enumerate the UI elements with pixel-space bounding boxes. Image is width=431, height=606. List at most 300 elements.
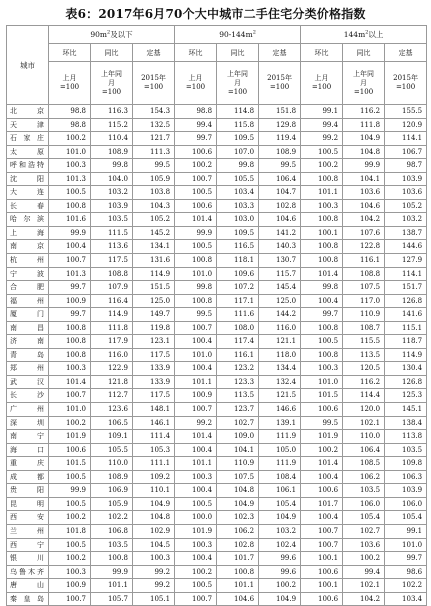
index-value: 104.6: [343, 199, 385, 213]
index-value: 105.5: [217, 172, 259, 186]
index-value: 99.7: [301, 308, 343, 322]
index-value: 107.5: [343, 281, 385, 295]
index-value: 109.6: [217, 267, 259, 281]
index-value: 100.6: [301, 484, 343, 498]
subheader-mom: 环比: [49, 44, 91, 62]
index-value: 100.5: [49, 497, 91, 511]
index-value: 100.3: [49, 362, 91, 376]
index-value: 116.1: [217, 348, 259, 362]
index-value: 117.5: [133, 348, 175, 362]
city-name: 南京: [7, 240, 49, 254]
index-value: 108.9: [259, 145, 301, 159]
index-value: 155.5: [385, 105, 427, 119]
table-row: [7, 348, 427, 362]
index-value: 108.8: [343, 267, 385, 281]
index-value: 116.0: [91, 348, 133, 362]
index-value: 100.1: [301, 552, 343, 566]
index-value: 120.9: [385, 118, 427, 132]
table-row: [7, 524, 427, 538]
index-value: 100.2: [49, 416, 91, 430]
index-value: 111.5: [91, 226, 133, 240]
index-value: 107.9: [91, 281, 133, 295]
index-value: 100.1: [301, 226, 343, 240]
index-value: 100.7: [301, 538, 343, 552]
index-value: 100.8: [301, 321, 343, 335]
index-value: 105.9: [133, 172, 175, 186]
index-value: 121.8: [91, 375, 133, 389]
index-value: 151.7: [385, 281, 427, 295]
index-value: 101.9: [301, 430, 343, 444]
base-prev-month: 上月 =100: [175, 62, 217, 105]
table-row: [7, 254, 427, 268]
index-value: 99.8: [91, 159, 133, 173]
index-value: 100.4: [301, 294, 343, 308]
index-value: 100.1: [301, 579, 343, 593]
index-value: 99.4: [175, 118, 217, 132]
index-value: 103.0: [217, 213, 259, 227]
index-value: 106.4: [259, 172, 301, 186]
index-value: 145.1: [385, 403, 427, 417]
index-value: 123.7: [217, 403, 259, 417]
table-row: [7, 457, 427, 471]
index-value: 133.9: [133, 375, 175, 389]
index-value: 110.1: [133, 484, 175, 498]
index-value: 100.3: [133, 552, 175, 566]
index-value: 144.6: [385, 240, 427, 254]
index-value: 100.5: [49, 186, 91, 200]
index-value: 133.9: [133, 362, 175, 376]
index-value: 98.6: [385, 565, 427, 579]
index-value: 119.8: [133, 321, 175, 335]
index-value: 98.7: [385, 159, 427, 173]
index-value: 107.5: [217, 470, 259, 484]
table-row: [7, 416, 427, 430]
subheader-yoy: 同比: [343, 44, 385, 62]
index-value: 111.6: [217, 308, 259, 322]
index-value: 132.4: [259, 375, 301, 389]
index-value: 149.7: [133, 308, 175, 322]
index-value: 100.4: [175, 335, 217, 349]
index-value: 102.8: [259, 199, 301, 213]
city-name: 西宁: [7, 538, 49, 552]
index-value: 106.0: [343, 497, 385, 511]
index-value: 121.5: [259, 389, 301, 403]
index-value: 148.1: [133, 403, 175, 417]
city-name: 长春: [7, 199, 49, 213]
index-value: 100.8: [49, 348, 91, 362]
base-2015: 2015年 =100: [385, 62, 427, 105]
index-value: 106.8: [91, 524, 133, 538]
index-value: 103.3: [217, 199, 259, 213]
index-value: 104.8: [133, 511, 175, 525]
index-value: 105.0: [259, 443, 301, 457]
index-value: 100.5: [49, 470, 91, 484]
index-value: 115.2: [91, 118, 133, 132]
index-value: 113.5: [343, 348, 385, 362]
index-value: 107.0: [217, 145, 259, 159]
index-value: 115.5: [343, 335, 385, 349]
index-value: 106.7: [385, 145, 427, 159]
index-value: 100.7: [301, 524, 343, 538]
base-prev-year: 上年同 月 =100: [91, 62, 133, 105]
index-value: 121.7: [133, 132, 175, 146]
table-row: [7, 159, 427, 173]
index-value: 126.8: [385, 294, 427, 308]
index-value: 100.4: [175, 552, 217, 566]
index-value: 109.0: [217, 430, 259, 444]
index-value: 100.2: [259, 579, 301, 593]
index-value: 101.0: [49, 403, 91, 417]
index-value: 122.8: [343, 240, 385, 254]
index-value: 103.5: [385, 443, 427, 457]
index-value: 110.9: [343, 308, 385, 322]
index-value: 100.8: [91, 552, 133, 566]
base-2015: 2015年 =100: [259, 62, 301, 105]
index-value: 107.2: [217, 281, 259, 295]
index-value: 118.1: [217, 254, 259, 268]
index-value: 101.0: [385, 538, 427, 552]
city-name: 贵阳: [7, 484, 49, 498]
index-value: 101.1: [91, 579, 133, 593]
index-value: 104.6: [259, 213, 301, 227]
index-value: 141.6: [385, 308, 427, 322]
index-value: 104.8: [217, 484, 259, 498]
index-value: 116.3: [91, 105, 133, 119]
index-value: 101.4: [175, 213, 217, 227]
index-value: 99.2: [175, 416, 217, 430]
index-value: 100.7: [49, 592, 91, 606]
index-value: 106.9: [91, 484, 133, 498]
index-value: 105.2: [133, 213, 175, 227]
index-value: 125.3: [385, 389, 427, 403]
index-value: 104.6: [217, 592, 259, 606]
table-row: [7, 321, 427, 335]
index-value: 101.4: [301, 457, 343, 471]
table-row: [7, 430, 427, 444]
index-value: 100.8: [175, 254, 217, 268]
index-value: 113.6: [91, 240, 133, 254]
index-value: 130.4: [385, 362, 427, 376]
table-row: [7, 592, 427, 606]
index-value: 104.9: [133, 497, 175, 511]
index-value: 116.2: [343, 105, 385, 119]
table-row: [7, 552, 427, 566]
city-name: 杭州: [7, 254, 49, 268]
index-value: 104.7: [259, 186, 301, 200]
index-value: 99.8: [175, 281, 217, 295]
city-name: 石家庄: [7, 132, 49, 146]
index-value: 100.4: [301, 470, 343, 484]
index-value: 117.4: [217, 335, 259, 349]
table-row: [7, 132, 427, 146]
index-value: 103.4: [385, 592, 427, 606]
index-value: 114.9: [385, 348, 427, 362]
index-value: 103.8: [133, 186, 175, 200]
index-value: 111.3: [133, 145, 175, 159]
index-value: 117.1: [217, 294, 259, 308]
index-value: 114.8: [217, 105, 259, 119]
index-value: 145.4: [259, 281, 301, 295]
index-value: 100.5: [175, 579, 217, 593]
index-value: 100.5: [49, 538, 91, 552]
table-row: [7, 579, 427, 593]
index-value: 102.7: [217, 416, 259, 430]
table-row: [7, 335, 427, 349]
index-value: 111.9: [259, 457, 301, 471]
index-value: 101.6: [49, 213, 91, 227]
index-value: 101.5: [49, 457, 91, 471]
index-value: 101.5: [301, 389, 343, 403]
index-value: 110.9: [217, 457, 259, 471]
index-value: 106.0: [385, 497, 427, 511]
index-value: 109.1: [91, 430, 133, 444]
index-value: 101.0: [175, 267, 217, 281]
table-row: [7, 186, 427, 200]
city-name: 秦皇岛: [7, 592, 49, 606]
index-value: 145.2: [133, 226, 175, 240]
subheader-base: 定基: [385, 44, 427, 62]
base-header-row: [7, 62, 427, 105]
index-value: 123.6: [91, 403, 133, 417]
index-value: 99.7: [385, 552, 427, 566]
index-value: 114.1: [385, 267, 427, 281]
index-value: 110.0: [343, 430, 385, 444]
table-row: [7, 565, 427, 579]
table-row: [7, 497, 427, 511]
index-value: 144.2: [259, 308, 301, 322]
city-name: 深圳: [7, 416, 49, 430]
table-row: [7, 172, 427, 186]
index-value: 101.1: [175, 457, 217, 471]
city-name: 宁波: [7, 267, 49, 281]
city-column-header: 城市: [7, 26, 49, 105]
table-row: [7, 389, 427, 403]
index-value: 98.8: [175, 105, 217, 119]
table-row: [7, 294, 427, 308]
index-value: 108.9: [91, 145, 133, 159]
index-value: 122.9: [91, 362, 133, 376]
index-value: 109.5: [217, 226, 259, 240]
city-name: 南昌: [7, 321, 49, 335]
index-value: 103.2: [259, 524, 301, 538]
index-value: 100.2: [49, 132, 91, 146]
index-value: 100.2: [175, 159, 217, 173]
index-value: 113.8: [385, 430, 427, 444]
city-name: 青岛: [7, 348, 49, 362]
index-value: 115.1: [385, 321, 427, 335]
index-value: 100.3: [49, 159, 91, 173]
table-body: [7, 105, 427, 606]
index-value: 100.2: [49, 511, 91, 525]
index-value: 99.5: [175, 308, 217, 322]
index-value: 104.8: [343, 145, 385, 159]
index-value: 103.5: [343, 484, 385, 498]
index-value: 134.1: [133, 240, 175, 254]
index-value: 104.9: [217, 497, 259, 511]
index-value: 120.0: [343, 403, 385, 417]
index-value: 102.7: [343, 524, 385, 538]
index-value: 111.1: [133, 457, 175, 471]
city-name: 哈尔滨: [7, 213, 49, 227]
index-value: 110.0: [91, 457, 133, 471]
index-value: 104.9: [259, 511, 301, 525]
index-value: 98.8: [49, 105, 91, 119]
index-value: 102.4: [259, 538, 301, 552]
index-value: 101.0: [175, 348, 217, 362]
index-value: 121.1: [259, 335, 301, 349]
index-value: 102.8: [217, 538, 259, 552]
index-value: 118.7: [385, 335, 427, 349]
index-value: 117.5: [91, 254, 133, 268]
index-value: 102.3: [217, 511, 259, 525]
index-value: 99.7: [49, 308, 91, 322]
index-value: 111.8: [91, 321, 133, 335]
city-name: 沈阳: [7, 172, 49, 186]
index-value: 116.1: [343, 254, 385, 268]
index-value: 99.9: [49, 226, 91, 240]
index-value: 105.4: [259, 497, 301, 511]
index-value: 113.5: [217, 389, 259, 403]
index-value: 103.2: [91, 186, 133, 200]
index-value: 106.3: [385, 470, 427, 484]
index-value: 108.5: [343, 457, 385, 471]
index-value: 118.0: [259, 348, 301, 362]
index-value: 101.3: [49, 172, 91, 186]
index-value: 116.4: [91, 294, 133, 308]
index-value: 105.1: [133, 592, 175, 606]
group-header-large: $144m^2$以上: [301, 26, 427, 44]
index-value: 114.9: [133, 267, 175, 281]
table-row: [7, 484, 427, 498]
index-value: 109.2: [133, 470, 175, 484]
index-value: 100.3: [175, 538, 217, 552]
index-value: 100.2: [175, 565, 217, 579]
group-header-row: [7, 26, 427, 44]
index-value: 117.9: [91, 335, 133, 349]
table-row: [7, 281, 427, 295]
index-value: 125.0: [259, 294, 301, 308]
index-value: 141.2: [259, 226, 301, 240]
index-value: 100.4: [49, 240, 91, 254]
index-value: 108.4: [259, 470, 301, 484]
index-value: 103.9: [91, 199, 133, 213]
index-value: 106.2: [217, 524, 259, 538]
table-row: [7, 199, 427, 213]
index-value: 100.8: [49, 335, 91, 349]
index-value: 99.2: [133, 565, 175, 579]
index-value: 111.4: [133, 430, 175, 444]
index-value: 99.5: [301, 416, 343, 430]
index-value: 99.4: [343, 565, 385, 579]
index-value: 105.3: [133, 443, 175, 457]
table-row: [7, 538, 427, 552]
index-value: 138.7: [385, 226, 427, 240]
index-value: 108.7: [343, 321, 385, 335]
index-value: 123.2: [217, 362, 259, 376]
index-value: 100.8: [175, 294, 217, 308]
index-value: 100.5: [175, 240, 217, 254]
index-value: 104.3: [133, 199, 175, 213]
index-value: 111.9: [259, 430, 301, 444]
index-value: 104.2: [343, 592, 385, 606]
index-value: 101.1: [301, 186, 343, 200]
price-index-table: [6, 25, 427, 606]
city-name: 福州: [7, 294, 49, 308]
city-name: 广州: [7, 403, 49, 417]
index-value: 130.7: [259, 254, 301, 268]
index-value: 100.8: [49, 321, 91, 335]
subheader-yoy: 同比: [217, 44, 259, 62]
index-value: 99.9: [91, 565, 133, 579]
index-value: 99.1: [385, 524, 427, 538]
index-value: 139.1: [259, 416, 301, 430]
index-value: 100.4: [175, 443, 217, 457]
index-value: 101.4: [175, 430, 217, 444]
index-value: 105.4: [385, 511, 427, 525]
city-name: 天津: [7, 118, 49, 132]
index-value: 116.2: [343, 375, 385, 389]
table-row: [7, 240, 427, 254]
index-value: 120.5: [343, 362, 385, 376]
city-name: 合肥: [7, 281, 49, 295]
city-name: 武汉: [7, 375, 49, 389]
index-value: 112.7: [91, 389, 133, 403]
index-value: 100.6: [175, 145, 217, 159]
index-value: 100.6: [301, 565, 343, 579]
index-value: 100.9: [49, 294, 91, 308]
index-value: 103.2: [385, 213, 427, 227]
index-value: 123.1: [133, 335, 175, 349]
index-value: 100.7: [175, 321, 217, 335]
index-value: 102.1: [343, 416, 385, 430]
index-value: 100.6: [175, 199, 217, 213]
index-value: 100.9: [175, 389, 217, 403]
index-value: 117.5: [133, 389, 175, 403]
index-value: 99.6: [259, 565, 301, 579]
index-value: 102.9: [133, 524, 175, 538]
index-value: 105.2: [385, 199, 427, 213]
index-value: 100.7: [49, 389, 91, 403]
index-value: 99.8: [217, 159, 259, 173]
table-row: [7, 226, 427, 240]
index-value: 99.7: [49, 281, 91, 295]
index-value: 105.5: [91, 443, 133, 457]
city-name: 长沙: [7, 389, 49, 403]
index-value: 100.3: [301, 362, 343, 376]
index-value: 100.7: [175, 172, 217, 186]
subheader-mom: 环比: [175, 44, 217, 62]
index-value: 99.4: [301, 118, 343, 132]
index-value: 114.4: [343, 389, 385, 403]
index-value: 101.1: [217, 579, 259, 593]
index-value: 100.5: [301, 145, 343, 159]
index-value: 100.8: [301, 213, 343, 227]
index-value: 100.2: [49, 552, 91, 566]
index-value: 100.6: [301, 592, 343, 606]
index-value: 101.9: [49, 430, 91, 444]
index-value: 99.9: [49, 484, 91, 498]
index-value: 131.6: [133, 254, 175, 268]
index-value: 103.4: [217, 186, 259, 200]
index-value: 100.5: [175, 186, 217, 200]
table-row: [7, 470, 427, 484]
city-name: 厦门: [7, 308, 49, 322]
city-name: 昆明: [7, 497, 49, 511]
index-value: 102.2: [91, 511, 133, 525]
index-value: 99.5: [259, 159, 301, 173]
index-value: 99.2: [133, 579, 175, 593]
index-value: 104.0: [91, 172, 133, 186]
